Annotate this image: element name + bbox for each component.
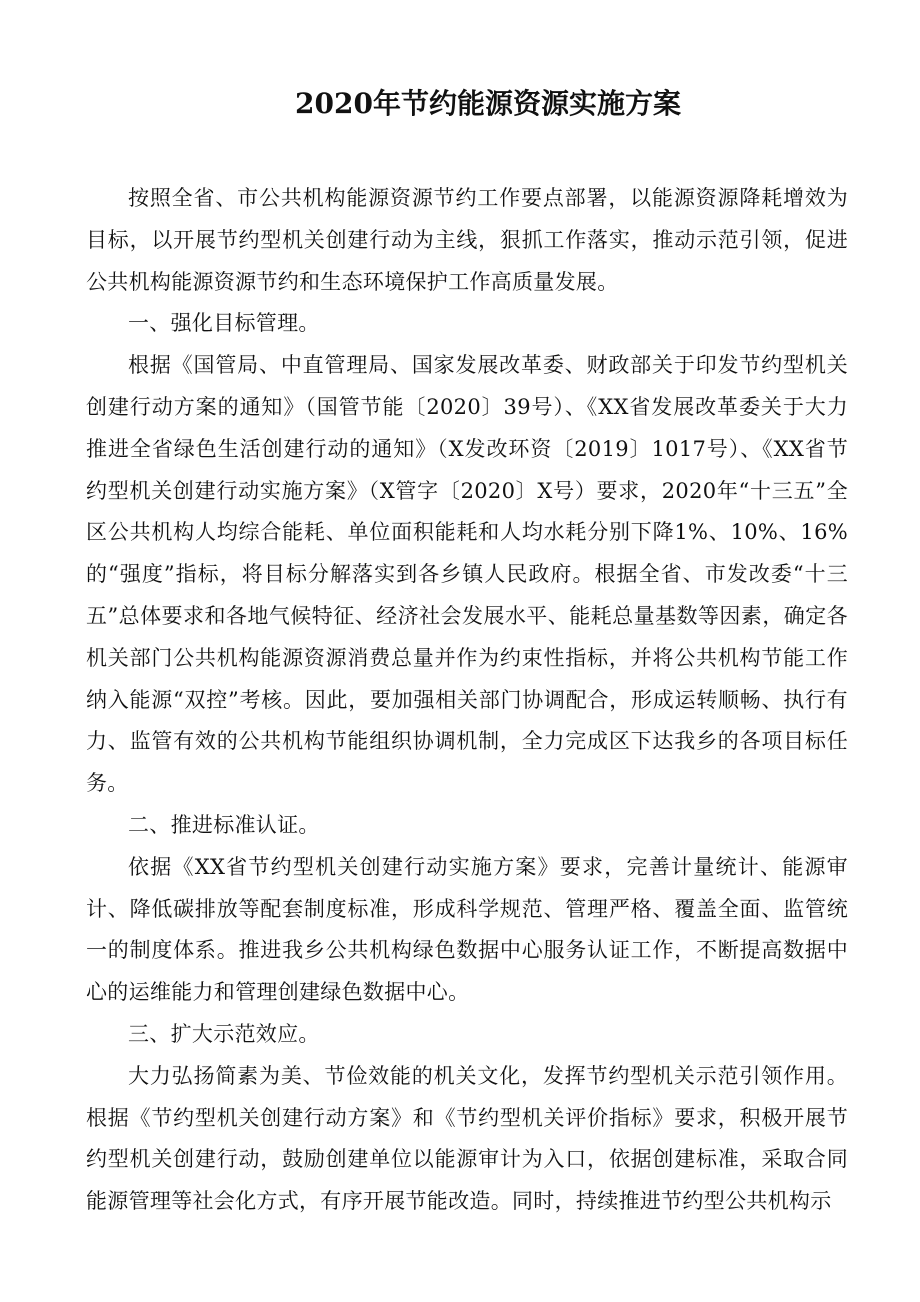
- paragraph-intro: 按照全省、市公共机构能源资源节约工作要点部署，以能源资源降耗增效为目标，以开展节约型机关创建行动为主线，狠抓工作落实，推动示范引领，促进公共机构能源资源节约和生态环境保护工作高质量发展。: [86, 186, 848, 294]
- section-heading-1: 一、强化目标管理。: [128, 311, 320, 336]
- paragraph-demonstration-effect: 大力弘扬简素为美、节俭效能的机关文化，发挥节约型机关示范引领作用。根据《节约型机关创建行动方案》和《节约型机关评价指标》要求，积极开展节约型机关创建行动，鼓励创建单位以能源审计为入口，依据创建标准，采取合同能源管理等社会化方式，有序开展节能改造。同时，持续推进节约型公共机构示: [86, 1063, 848, 1214]
- section-heading-3: 三、扩大示范效应。: [128, 1021, 320, 1046]
- section-heading-2: 二、推进标准认证。: [128, 812, 320, 837]
- paragraph-target-management: 根据《国管局、中直管理局、国家发展改革委、财政部关于印发节约型机关创建行动方案的通知》（国管节能〔2020〕39号）、《XX省发展改革委关于大力推进全省绿色生活创建行动的通知》（X发改环资〔2019〕1017号）、《XX省节约型机关创建行动实施方案》（X管字〔2020〕X号）要求，2020年“十三五”全区公共机构人均综合能耗、单位面积能耗和人均水耗分别下降1%、10%、16%的“强度”指标，将目标分解落实到各乡镇人民政府。根据全省、市发改委“十三五”总体要求和各地气候特征、经济社会发展水平、能耗总量基数等因素，确定各机关部门公共机构能源资源消费总量并作为约束性指标，并将公共机构节能工作纳入能源“双控”考核。因此，要加强相关部门协调配合，形成运转顺畅、执行有力、监管有效的公共机构节能组织协调机制，全力完成区下达我乡的各项目标任务。: [86, 353, 848, 796]
- paragraph-standard-certification: 依据《XX省节约型机关创建行动实施方案》要求，完善计量统计、能源审计、降低碳排放等配套制度标准，形成科学规范、管理严格、覆盖全面、监管统一的制度体系。推进我乡公共机构绿色数据中心服务认证工作，不断提高数据中心的运维能力和管理创建绿色数据中心。: [86, 854, 848, 1005]
- document-title: 2020年节约能源资源实施方案: [295, 87, 681, 120]
- document-body: [86, 178, 848, 1223]
